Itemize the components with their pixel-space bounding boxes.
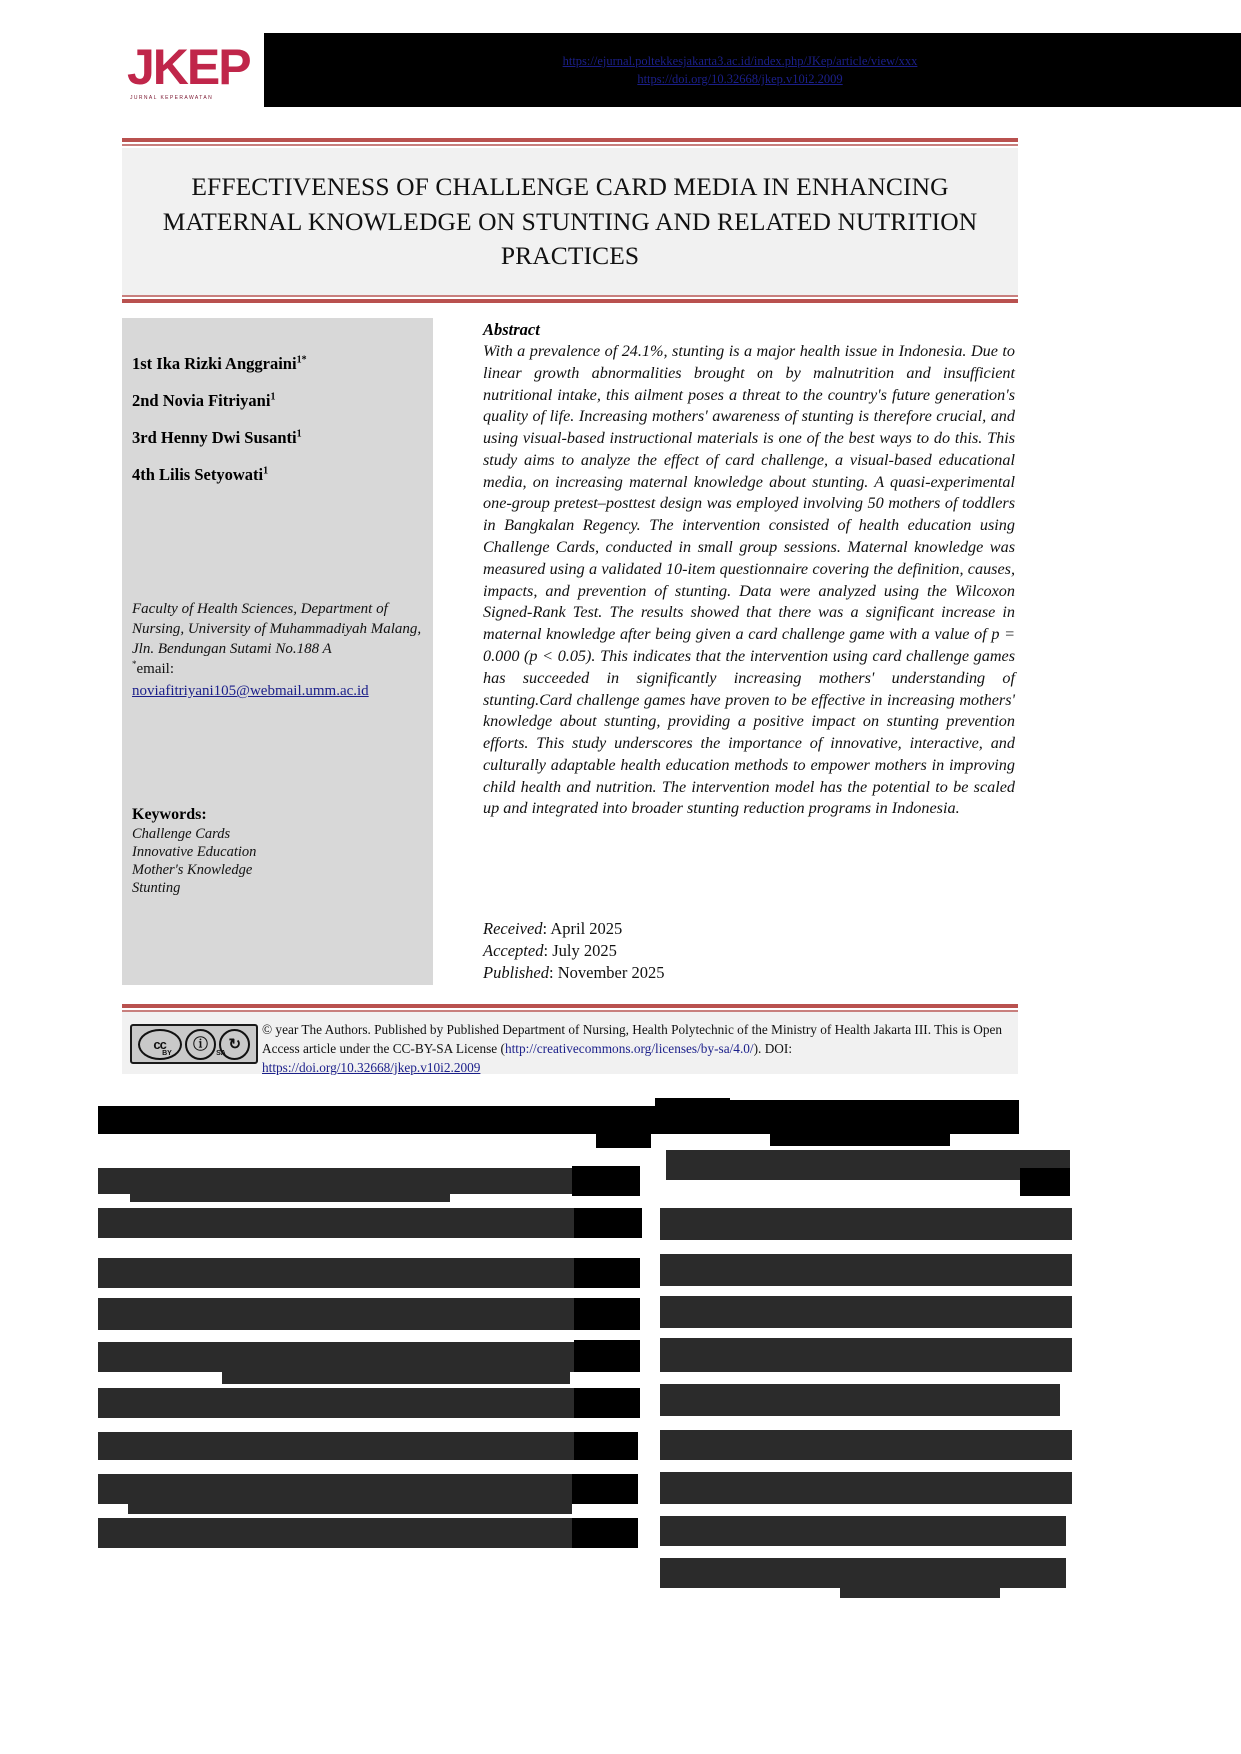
redaction-bar xyxy=(574,1208,642,1238)
author-name: 1st Ika Rizki Anggraini xyxy=(132,354,297,373)
redaction-bar xyxy=(770,1134,950,1146)
author-affiliation-marker: 1 xyxy=(270,391,276,403)
published-value: November 2025 xyxy=(557,962,665,982)
author-affiliation-marker: 1 xyxy=(296,428,302,440)
published-row: Published: November 2025 xyxy=(483,962,665,982)
redaction-bar xyxy=(222,1372,570,1384)
redaction-bar xyxy=(666,1150,1070,1180)
keywords-block xyxy=(132,806,422,898)
affiliation-block xyxy=(132,600,428,702)
journal-logo xyxy=(122,33,264,107)
title-bottom-rule xyxy=(122,295,1018,303)
redaction-bar xyxy=(98,1106,656,1134)
author-entry xyxy=(132,354,422,374)
redaction-bar xyxy=(98,1432,574,1460)
header-doi-url[interactable]: https://doi.org/10.32668/jkep.v10i2.2009 xyxy=(637,72,843,87)
cc-sa-label: SA xyxy=(216,1050,226,1057)
redaction-bar xyxy=(596,1134,651,1148)
redaction-bar xyxy=(574,1340,640,1372)
header-left-margin xyxy=(0,33,122,107)
redaction-bar xyxy=(574,1432,638,1460)
cc-by-icon: ⓘ xyxy=(185,1029,216,1060)
author-affiliation-marker: 1* xyxy=(296,354,307,366)
redaction-bar xyxy=(655,1098,730,1134)
article-dates xyxy=(483,918,903,983)
license-line-1: © year The Authors. Published by Published Department of Nursing, Health Polytechnic of the Ministry of Health xyxy=(262,1022,871,1037)
redaction-bar xyxy=(98,1388,574,1418)
title-panel xyxy=(122,148,1018,296)
author-entry xyxy=(132,465,422,485)
journal-logo-subtitle: JURNAL KEPERAWATAN xyxy=(130,95,214,101)
redaction-bar xyxy=(574,1258,640,1288)
cc-by-label: BY xyxy=(162,1050,172,1057)
keyword-item: Challenge Cards xyxy=(132,826,231,842)
journal-logo-text: JKEP xyxy=(127,39,250,95)
cc-icon: cc xyxy=(138,1029,182,1060)
license-line-2b: ). DOI: xyxy=(753,1041,793,1056)
redaction-bar xyxy=(730,1100,1019,1134)
abstract-block xyxy=(483,320,1015,820)
redaction-bar xyxy=(128,1504,572,1514)
redaction-bar xyxy=(98,1342,574,1372)
redaction-bar xyxy=(660,1516,1066,1546)
footer-doi-link[interactable]: https://doi.org/10.32668/jkep.v10i2.2009 xyxy=(262,1060,481,1075)
author-entry xyxy=(132,428,422,448)
keyword-item: Innovative Education xyxy=(132,843,257,860)
author-entry xyxy=(132,391,422,411)
abstract-text: With a prevalence of 24.1%, stunting is a major health issue in Indonesia. Due to linear growth abnormalities brought on by malnutrition and insufficient nutritional intake, this ailment poses a threat to the country's future generation's quality of life. Increasing mothers' awareness of stunting is therefore crucial, and using visual-based instructional materials is one of the best ways to do this. This study aims to analyze the effect of card challenge, a visual-based educational media, on increasing maternal knowledge about stunting. A quasi-experimental one-group pretest–posttest design was employed involving 50 mothers of toddlers in Bangkalan Regency. The intervention consisted of health education using Challenge Cards, conducted in small group sessions. Maternal knowledge was measured using a validated 10-item questionnaire covering the definition, causes, impacts, and prevention of stunting. Data were analyzed using the Wilcoxon Signed-Rank Test. The results showed that there was a significant increase in maternal knowledge after being given a card challenge game with a value of p = 0.000 (p < 0.05). This indicates that the intervention using card challenge games has succeeded in significantly increasing mothers' understanding of stunting.Card challenge games have proven to be effective in increasing mothers' knowledge about stunting, providing a positive impact on stunting prevention efforts. This study underscores the importance of innovative, interactive, and culturally adaptable health education methods to empower mothers in improving child health and nutrition. The intervention model has the potential to be scaled up and integrated into broader stunting reduction programs in Indonesia. xyxy=(483,342,1015,818)
accepted-value: July 2025 xyxy=(552,940,617,960)
email-label-row xyxy=(132,659,428,680)
header-links xyxy=(480,52,1000,88)
redaction-bar xyxy=(660,1208,1072,1240)
affiliation-text: Faculty of Health Sciences, Department of Nursing, University of Muhammadiyah Malang, Jln. Bendungan Sutami No.188 A xyxy=(132,601,422,657)
redaction-bar xyxy=(660,1384,1060,1416)
redaction-bar xyxy=(840,1588,1000,1598)
journal-article-url[interactable]: https://ejurnal.poltekkesjakarta3.ac.id/index.php/JKep/article/view/xxx xyxy=(562,54,918,68)
author-name: 4th Lilis Setyowati xyxy=(132,465,264,484)
redaction-bar xyxy=(130,1190,450,1202)
title-top-rule xyxy=(122,138,1018,146)
cc-badge-labels xyxy=(130,1050,258,1057)
license-statement xyxy=(262,1020,1010,1077)
abstract-heading: Abstract xyxy=(483,320,540,339)
page-title: EFFECTIVENESS OF CHALLENGE CARD MEDIA IN ENHANCING MATERNAL KNOWLEDGE ON STUNTING AND RELATED NUTRITION PRACTICES xyxy=(162,172,978,271)
keyword-item: Mother's Knowledge xyxy=(132,861,253,878)
corresponding-email-link[interactable]: noviafitriyani105@webmail.umm.ac.id xyxy=(132,683,369,700)
author-sidebar xyxy=(122,318,433,985)
redaction-bar xyxy=(98,1298,574,1330)
received-value: April 2025 xyxy=(550,919,623,938)
redaction-bar xyxy=(1020,1168,1070,1196)
accepted-row: Accepted: July 2025 xyxy=(483,940,617,960)
received-row: Received: April 2025 xyxy=(483,919,623,938)
redaction-bar xyxy=(660,1338,1072,1372)
redaction-bar xyxy=(572,1166,640,1196)
redaction-bar xyxy=(660,1558,1066,1588)
license-line-2a: Jakarta III. This is Open Access article under the CC-BY-SA License ( xyxy=(262,1022,1003,1056)
redacted-body-content xyxy=(0,1090,1241,1754)
redaction-bar xyxy=(574,1298,640,1330)
corresponding-author-marker: * xyxy=(132,659,137,670)
author-name: 3rd Henny Dwi Susanti xyxy=(132,428,297,447)
creative-commons-badge-icon xyxy=(130,1024,258,1064)
redaction-bar xyxy=(98,1474,572,1504)
keywords-heading: Keywords: xyxy=(132,806,207,823)
redaction-bar xyxy=(660,1472,1072,1504)
author-name: 2nd Novia Fitriyani xyxy=(132,391,271,410)
redaction-bar xyxy=(574,1388,640,1418)
cc-sa-icon: ↻ xyxy=(219,1029,250,1060)
author-list xyxy=(132,354,422,502)
author-affiliation-marker: 1 xyxy=(263,465,269,477)
license-url-link[interactable]: http://creativecommons.org/licenses/by-sa/4.0/ xyxy=(504,1041,754,1056)
email-label: email: xyxy=(136,661,174,678)
published-label: Published xyxy=(483,962,549,982)
keyword-item: Stunting xyxy=(132,879,181,896)
redaction-bar xyxy=(98,1258,574,1288)
redaction-bar xyxy=(660,1296,1072,1328)
accepted-label: Accepted xyxy=(483,940,544,960)
received-label: Received xyxy=(483,919,543,938)
redaction-bar xyxy=(98,1208,574,1238)
redaction-bar xyxy=(660,1254,1072,1286)
redaction-bar xyxy=(98,1518,572,1548)
license-panel xyxy=(122,1012,1018,1074)
license-top-rule xyxy=(122,1004,1018,1012)
redaction-bar xyxy=(572,1474,638,1504)
redaction-bar xyxy=(572,1518,638,1548)
redaction-bar xyxy=(660,1430,1072,1460)
